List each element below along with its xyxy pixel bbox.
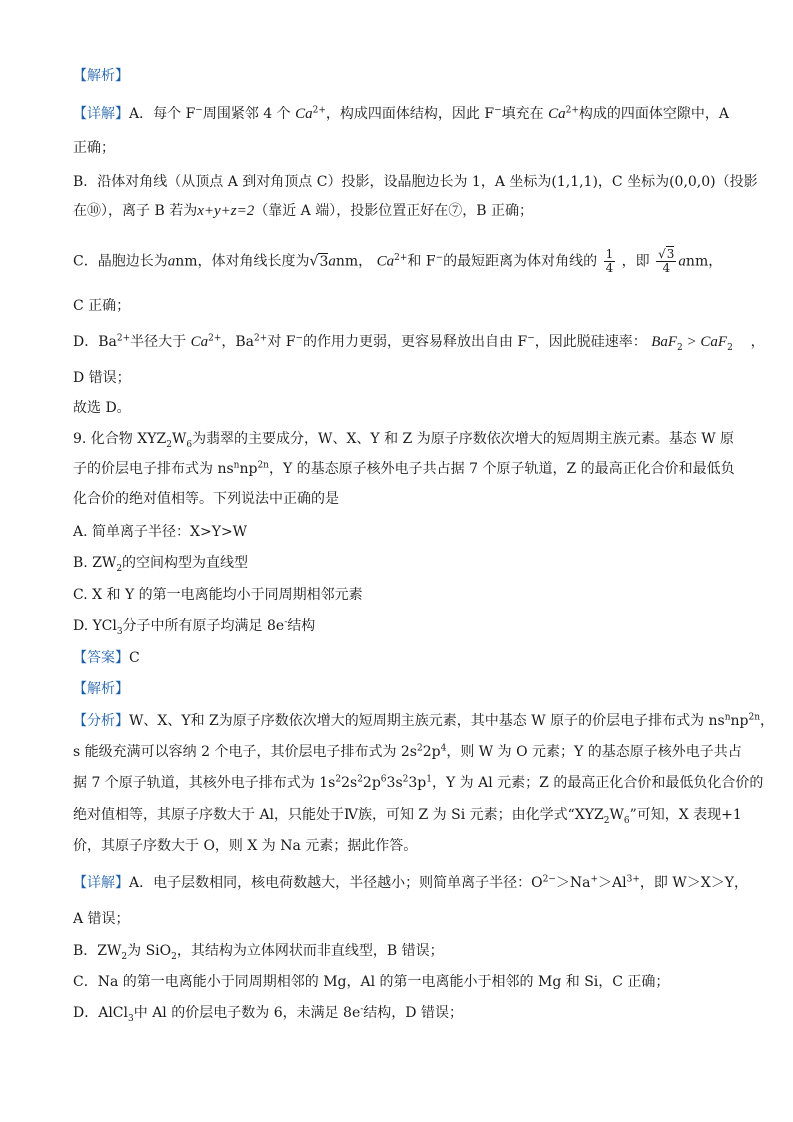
analysis-tag: 【分析】	[73, 713, 129, 729]
detail-line-d2: D 错误；	[73, 370, 131, 386]
analysis-line-1: 【分析】W、X、Y和 Z为原子序数依次增大的短周期主族元素，其中基态 W 原子的价层电子排布式为 $ns^nnp^{2n}$，	[73, 712, 775, 729]
option-c: C. X 和 Y 的第一电离能均小于同周期相邻元素	[73, 587, 363, 603]
analysis-line-5: 价，其原子序数大于 O，则 X 为 Na 元素；据此作答。	[73, 838, 418, 854]
detail-line-c: C．晶胞边长为anm，体对角线长度为√3anm， $Ca^{2+}$和 F−的最短距离为体对角线的 $\frac{1}{4}$ ，即 $\frac{√3}{4}$ anm，	[73, 247, 723, 275]
answer-line	[73, 648, 140, 668]
analysis-line-2: s 能级充满可以容纳 2 个电子，其价层电子排布式为 $2s^22p^4$，则 W 为 O 元素；Y 的基态原子核外电子共占	[73, 743, 742, 760]
choose-line: 故选 D。	[73, 400, 131, 416]
option-d: D. YCl$_3$分子中所有原子均满足 8e-结构	[73, 617, 316, 637]
detail-line-b2: 在⑩），离子 B 若为x+y+z=2（靠近 A 端），投影位置正好在⑦，B 正确；	[73, 203, 533, 219]
detail2-line-c: C．Na 的第一电离能小于同周期相邻的 Mg，Al 的第一电离能小于相邻的 Mg 和 Si，C 正确；	[73, 974, 670, 990]
analysis-heading-2: 【解析】	[73, 681, 129, 697]
detail-line-a2: 正确；	[73, 140, 115, 156]
fraction-root3-quarter: $\frac{√3}{4}$	[658, 247, 675, 275]
analysis-line-3: 据 7 个原子轨道，其核外电子排布式为 $1s^22s^22p^63s^23p^1$，Y 为 Al 元素；Z 的最高正化合价和最低负化合价的	[73, 774, 764, 791]
detail-line-c2: C 正确；	[73, 298, 131, 314]
detail-line-a: 【详解】A．每个 F−周围紧邻 4 个 $Ca^{2+}$，构成四面体结构，因此 F−填充在 $Ca^{2+}$构成的四面体空隙中，A	[73, 105, 729, 122]
analysis-heading: 【解析】	[73, 68, 129, 84]
detail-line-b: B．沿体对角线（从顶点 A 到对角顶点 C）投影，设晶胞边长为 1，A 坐标为(1,1,1)，C 坐标为(0,0,0)（投影	[73, 174, 758, 190]
detail-line-d: D．$Ba^{2+}$半径大于 $Ca^{2+}$，$Ba^{2+}$对 F−的作用力更弱，更容易释放出自由 F−，因此脱硅速率： BaF$_2$ > CaF$_2$ ，	[73, 333, 765, 353]
detail2-line-a2: A 错误；	[73, 911, 130, 927]
detail2-line-d: D．AlCl$_3$中 Al 的价层电子数为 6，未满足 8e-结构，D 错误；	[73, 1004, 463, 1024]
fraction-one-quarter: $\frac{1}{4}$	[605, 247, 614, 275]
answer-value: C	[129, 650, 140, 666]
question-9-line-3: 化合价的绝对值相等。下列说法中正确的是	[73, 491, 339, 507]
detail2-line-a: 【详解】A．电子层数相同，核电荷数越大，半径越小；则简单离子半径：$O^{2-}>Na^+>Al^{3+}$，即 W＞X＞Y，	[73, 874, 748, 891]
detail2-tag: 【详解】	[73, 875, 129, 891]
answer-label: 【答案】	[73, 650, 129, 666]
question-9-line-2: 子的价层电子排布式为 $ns^nnp^{2n}$，Y 的基态原子核外电子共占据 7 个原子轨道，Z 的最高正化合价和最低负	[73, 460, 735, 477]
option-a: A. 简单离子半径：X>Y>W	[73, 524, 248, 540]
detail2-line-b: B．$ZW_2$为 SiO$_2$，其结构为立体网状而非直线型，B 错误；	[73, 943, 444, 962]
question-9-line-1: 9. 化合物 $XYZ_2W_6$为翡翠的主要成分，W、X、Y 和 Z 为原子序数依次增大的短周期主族元素。基态 W 原	[73, 431, 735, 450]
analysis-line-4: 绝对值相等，其原子序数大于 Al，只能处于Ⅳ族，可知 Z 为 Si 元素；由化学式“$XYZ_2W_6$”可知，X 表现+1	[73, 807, 742, 826]
option-b: B. $ZW_2$的空间构型为直线型	[73, 555, 249, 574]
detail-tag: 【详解】	[73, 106, 129, 122]
